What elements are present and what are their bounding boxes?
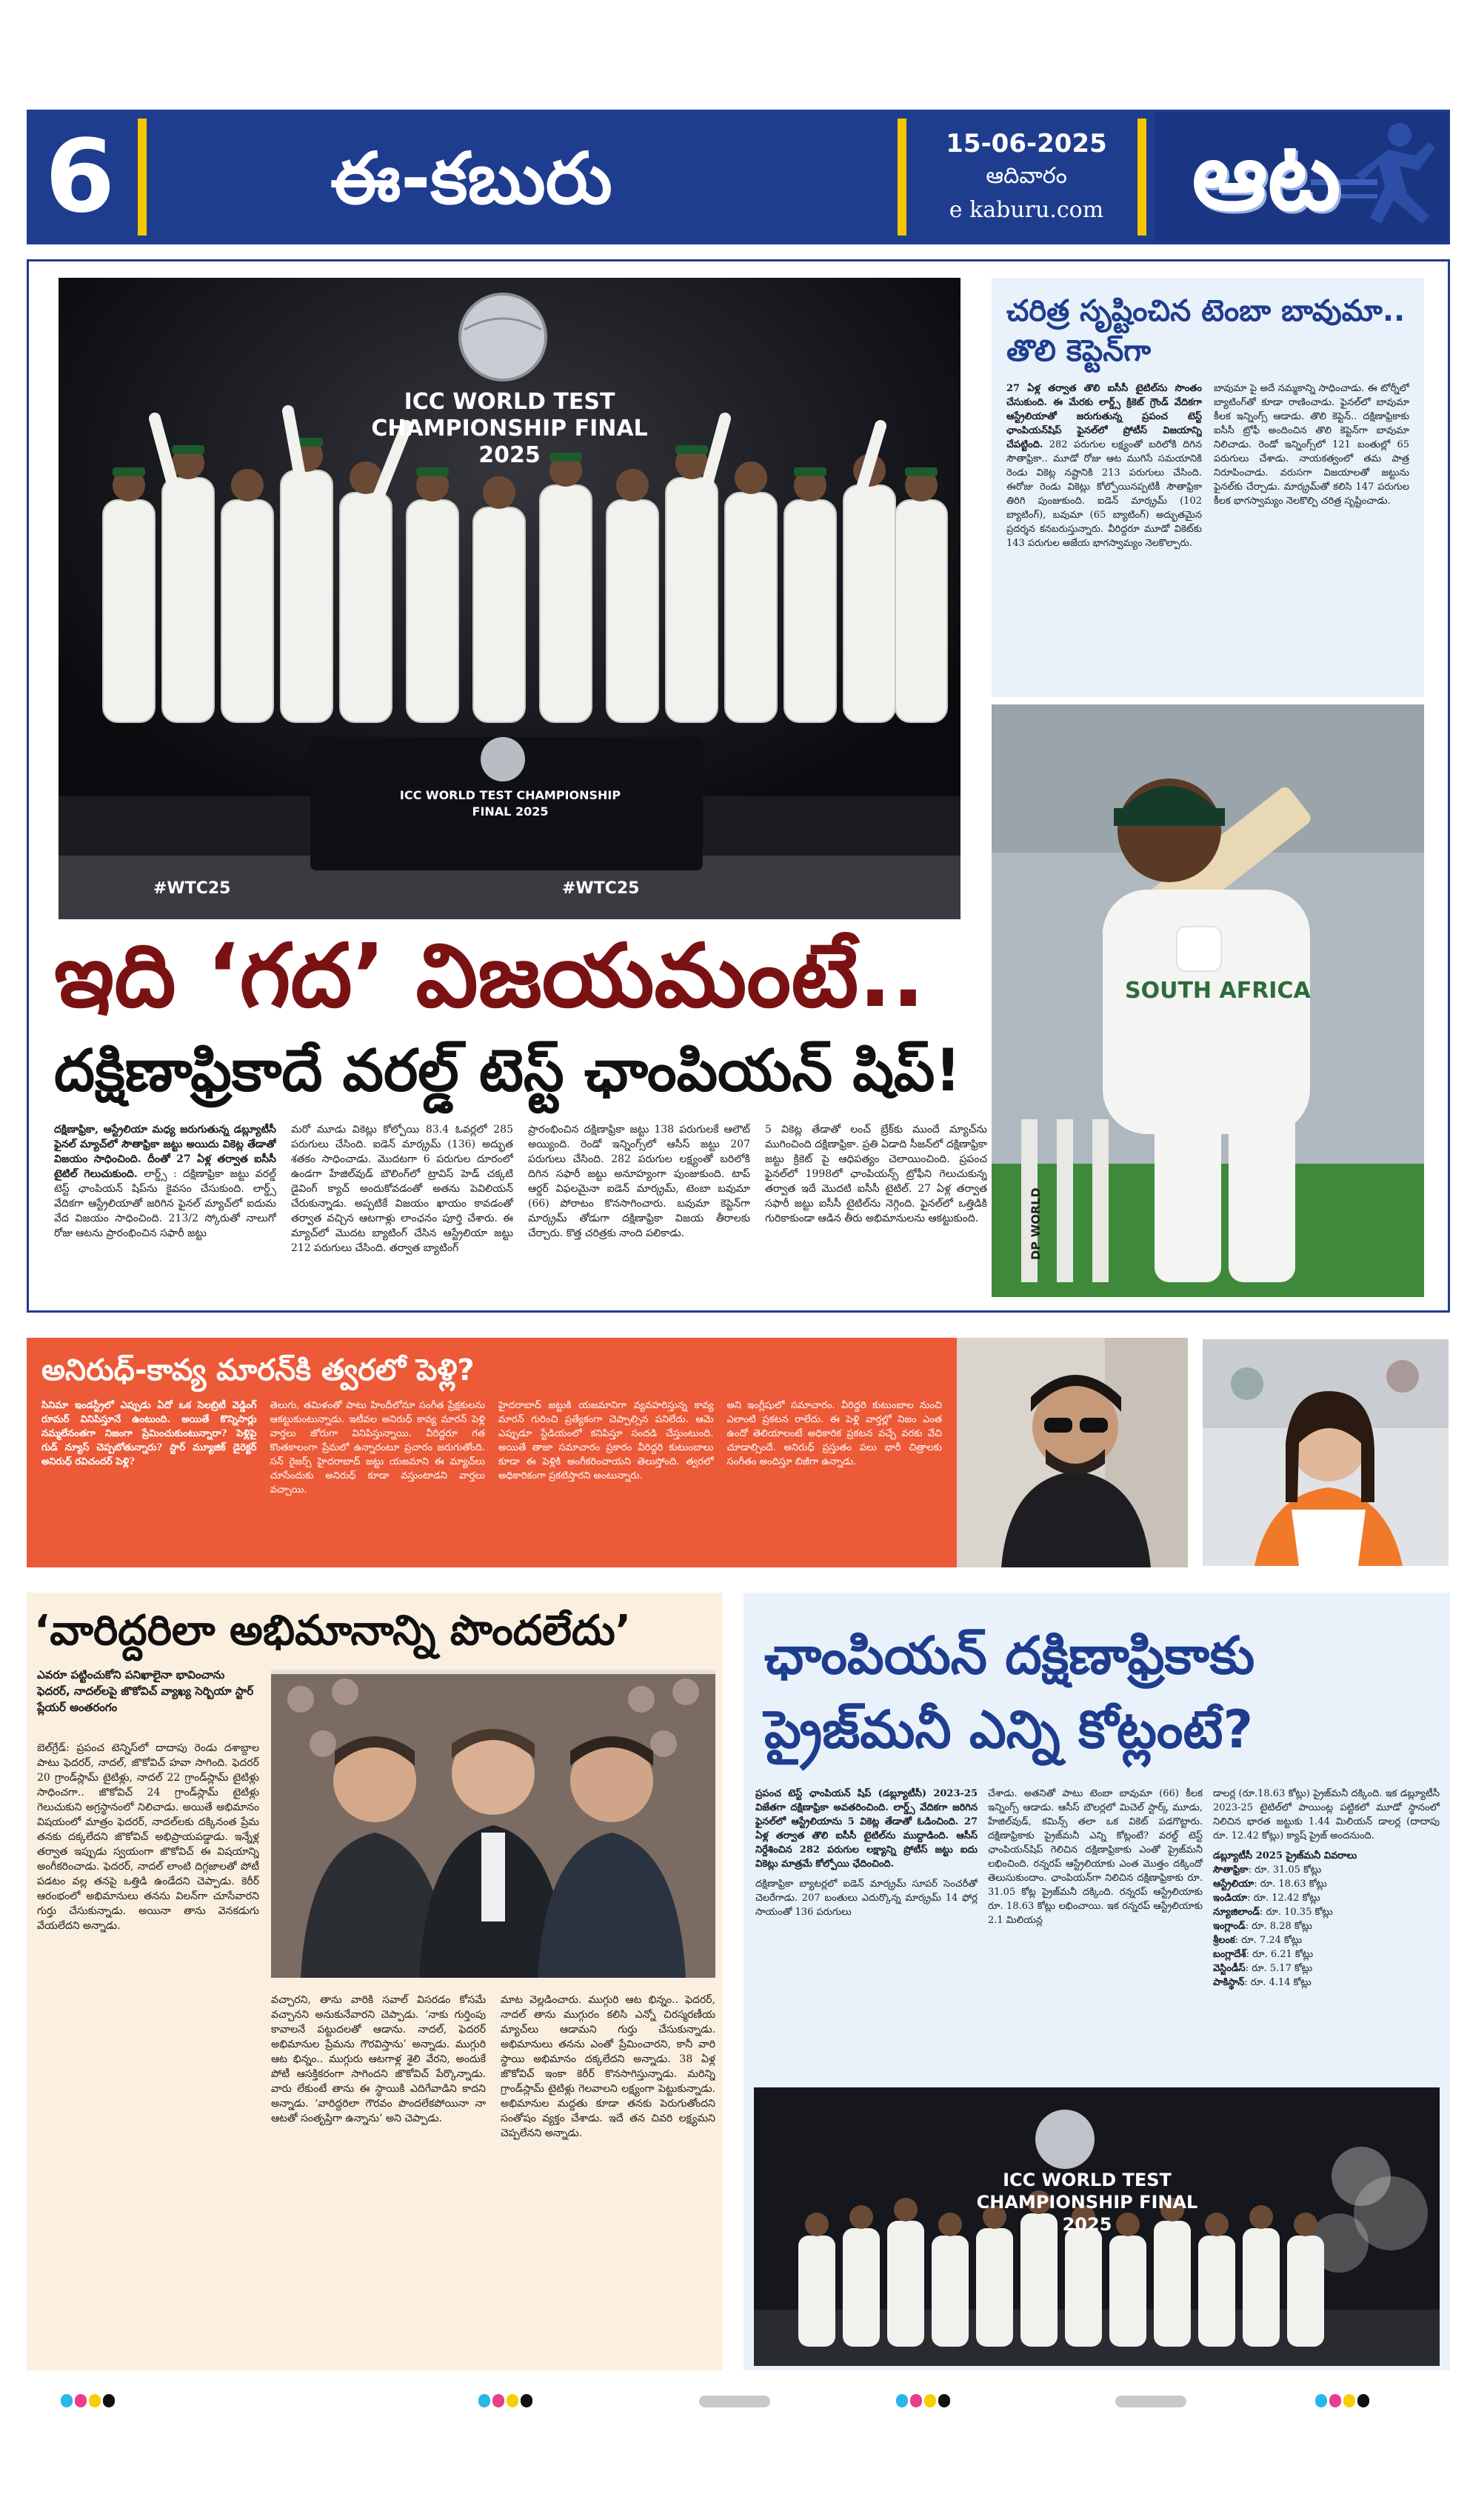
gossip-column [727,1399,943,1557]
color-registration-mark [896,2394,950,2407]
sidebar-column [1214,381,1409,685]
color-registration-mark [61,2394,115,2407]
page-number: 6 [44,119,116,236]
lead-column [528,1122,750,1300]
team-celebration-photo [754,2087,1440,2366]
anirudh-kavya-story [27,1338,957,1567]
color-registration-mark [1315,2394,1369,2407]
lead-intro: దక్షిణాఫ్రికా, ఆస్ట్రేలియా మధ్య జరుగుతున్న డబ్ల్యూటీసీ ఫైనల్ మ్యాచ్‌లో సౌతాఫ్రికా జట్టు అయిదు వికెట్ల తేడాతో విజయం సాధించింది. దీంతో 27 ఏళ్ల తర్వాత ఐసీసీ టైటిల్ గెలుచుకుంది. [54,1124,276,1180]
prize-amount: రూ. 31.05 కోట్లు [1254,1864,1322,1876]
gossip-text: హైదరాబాద్ జట్టుకి యజమానిగా వ్యవహరిస్తున్న కావ్య మారన్ గురించి ప్రత్యేకంగా చెప్పాల్సిన పనిలేదు. ఆమె ఎప్పుడూ స్టేడియంలో కనిపిస్తూ సందడి చేస్తుంటుంది. అయితే తాజా సమాచారం ప్రకారం వీరిద్దరి కుటుంబాలు కూడా ఈ పెళ్లికి అంగీకరించాయని తెలుస్తోంది. త్వరలో అధికారికంగా ప్రకటిస్తారని అంటున్నారు. [498,1400,714,1481]
prize-team: పాకిస్థాన్ [1213,1977,1245,1988]
prize-row: బంగ్లాదేశ్: రూ. 6.21 కోట్లు [1213,1949,1314,1960]
sidebar-text: బావుమా పై అదే నమ్మకాన్ని సాధించాడు. ఈ టోర్నీలో బ్యాటింగ్‌తో కూడా రాణించాడు. ఫైనల్‌లో బావుమా కీలక ఇన్నింగ్స్ ఆడాడు. తొలి కెప్టెన్.. దక్షిణాఫ్రికాకు ఐసీసీ ట్రోఫీ అందించిన తొలి కెప్టెన్‌గా బావుమా నిలిచాడు. రెండో ఇన్నింగ్స్‌లో 121 బంతుల్లో 65 పరుగులు చేశాడు. నాయకత్వంలో తమ పాత్ర నిరూపించాడు. వరుసగా విజయాలతో జట్టును ఫైనల్‌కు చేర్చాడు. మార్క్రమ్‌తో కలిసి 147 పరుగుల కీలక భాగస్వామ్యం నెలకొల్పి చరిత్ర సృష్టించాడు. [1214,383,1409,507]
lead-subheadline: దక్షిణాఫ్రికాదే వరల్డ్ టెస్ట్ ఛాంపియన్ షిప్! [54,1038,961,1104]
legends-illustration [271,1670,715,1978]
prize-row: ఇంగ్లాండ్: రూ. 8.28 కోట్లు [1213,1921,1313,1932]
gossip-column [41,1399,257,1557]
lead-text: ప్రారంభించిన దక్షిణాఫ్రికా జట్టు 138 పరుగులకే ఆలౌట్ అయ్యింది. రెండో ఇన్నింగ్స్‌లో ఆసీస్ జట్టు 207 పరుగులు చేసింది. 282 పరుగుల లక్ష్యంతో బరిలోకి దిగిన సఫారీ జట్టు అనూహ్యంగా పుంజుకుంది. టాప్ ఆర్డర్ విఫలమైనా ఐడెన్ మార్క్రమ్, టెంబా బవుమా (66) పోరాటం కొనసాగించారు. బవుమా కెప్టెన్‌గా మార్క్రమ్ తోడుగా దక్షిణాఫ్రికా విజయ తీరాలకు చేర్చారు. కొత్త చరిత్రకు నాంది పలికాడు. [528,1124,750,1239]
prize-team: ఇండియా [1213,1893,1248,1904]
prize-amount: రూ. 5.17 కోట్లు [1252,1963,1313,1974]
prize-team: బంగ్లాదేశ్ [1213,1949,1246,1960]
prize-row: న్యూజిలాండ్: రూ. 10.35 కోట్లు [1213,1907,1333,1918]
prize-row: వెస్టిండీస్: రూ. 5.17 కోట్లు [1213,1963,1313,1974]
trophy-celebration-photo [59,278,960,919]
lead-column [54,1122,276,1300]
prize-intro: ప్రపంచ టెస్ట్ ఛాంపియన్ షిప్ (డబ్ల్యూటీసీ) 2023-25 విజేతగా దక్షిణాఫ్రికా అవతరించింది. లార్డ్స్ వేదికగా జరిగిన ఫైనల్‌లో ఆస్ట్రేలియాను 5 వికెట్ల తేడాతో ఓడించింది. 27 ఏళ్ల తర్వాత తొలి ఐసీసీ టైటిల్‌ను ముద్దాడింది. ఆసీస్ నిర్దేశించిన 282 పరుగుల లక్ష్యాన్ని ప్రోటీస్ జట్టు ఐదు వికెట్లు మాత్రమే కోల్పోయి ఛేదించింది. [755,1788,978,1870]
djokovic-subhead: ఎవరూ పట్టించుకోని పనిఖాలైనా భావించాను ఫెదరర్, నాదల్‌లపై జొకోవిచ్ వ్యాఖ్య సెర్బియా స్టార్ ప్లేయర్ అంతరంగం [37,1668,254,1714]
sidebar-column [1006,381,1202,685]
prize-amount: రూ. 4.14 కోట్లు [1250,1977,1312,1988]
prize-money-story [744,1593,1450,2370]
prize-row: పాకిస్థాన్: రూ. 4.14 కోట్లు [1213,1977,1312,1988]
prize-text: చేశాడు. అతనితో పాటు టెంబా బావుమా (66) కీలక ఇన్నింగ్స్ ఆడాడు. ఆసీస్ బౌలర్లలో మిచెల్ స్టార్క్ మూడు, హేజిల్‌వుడ్, కమిన్స్ తలా ఒక వికెట్ పడగొట్టారు. దక్షిణాఫ్రికాకు ప్రైజ్‌మనీ ఎన్ని కోట్లంటే? వరల్డ్ టెస్ట్ ఛాంపియన్‌షిప్ గెలిచిన దక్షిణాఫ్రికాకు ఎంతో ప్రైజ్‌మనీ లభించింది. రన్నరప్‌ ఆస్ట్రేలియాకు ఎంత మొత్తం దక్కిందో తెలుసుకుందాం. ఛాంపియన్‌గా నిలిచిన దక్షిణాఫ్రికాకు రూ. 31.05 కోట్ల ప్రైజ్‌మనీ దక్కింది. రన్నరప్ ఆస్ట్రేలియాకు రూ. 18.63 కోట్లు లభించాయి. ఇక రన్నరప్ ఆస్ట్రేలియాకు 2.1 మిలియన్ల [988,1788,1203,1926]
jersey-text: SOUTH AFRICA [1125,978,1311,1004]
kavya-photo [1201,1338,1450,1567]
bavuma-batting-photo [992,704,1424,1297]
lead-headline: ఇది ‘గద’ విజయమంటే.. [54,924,925,1027]
prize-headline-line1: ఛాంపియన్ దక్షిణాఫ్రికాకు [764,1625,1255,1686]
tennis-legends-photo [271,1670,715,1978]
grey-registration-bar [1115,2396,1186,2407]
prize-team: ఇంగ్లాండ్ [1213,1921,1246,1932]
lead-section [27,259,1450,1313]
prize-list [1213,1863,1440,1990]
prize-team: వెస్టిండీస్ [1213,1963,1246,1974]
sidebar-intro: 27 ఏళ్ల తర్వాత తొలి ఐసీసీ టైటిల్‌ను సొంతం చేసుకుంది. ఈ మేరకు లార్డ్స్ క్రికెట్ గ్రౌండ్ వేదికగా ఆస్ట్రేలియాతో జరుగుతున్న ప్రపంచ టెస్ట్ ఛాంపియన్‌షిప్ ఫైనల్‌లో ప్రోటీస్ విజయాన్ని చేపట్టింది. [1006,383,1202,450]
prize-text: డాలర్ల (రూ.18.63 కోట్లు) ప్రైజ్‌మనీ దక్కింది. ఇక డబ్ల్యూటీసీ 2023-25 టైటిల్‌లో పాయింట్ల పట్టికలో మూడో స్థానంలో నిలిచిన భారత జట్టుకు 1.44 మిలియన్ డాలర్ల (దాదాపు రూ. 12.42 కోట్లు) క్యాష్ ప్రైజ్ అందనుంది. [1213,1788,1440,1841]
sidebar-text: 282 పరుగుల లక్ష్యంతో బరిలోకి దిగిన సౌతాఫ్రికా.. మూడో రోజు ఆట ముగిసే సమయానికి రెండు వికెట్ల నష్టానికి 213 పరుగులు చేసింది. ఈరోజు రెండు వికెట్లు కోల్పోయినప్పటికీ సౌతాఫ్రికా తిరిగి పుంజుకుంది. ఐడెన్ మార్క్రమ్ (102 బ్యాటింగ్), బవుమా (65 బ్యాటింగ్) అద్భుతమైన ప్రదర్శన కనబరుస్తున్నారు. వీరిద్దరూ మూడో వికెట్‌కు 143 పరుగుల అజేయ భాగస్వామ్యం నెలకొల్పారు. [1006,439,1202,549]
masthead-divider [138,119,147,236]
prize-table-title: డబ్ల్యూటీసీ 2025 ప్రైజ్‌మనీ వివరాలు [1213,1850,1357,1861]
prize-row: సౌతాఫ్రికా: రూ. 31.05 కోట్లు [1213,1864,1322,1876]
man-portrait [957,1338,1188,1567]
anirudh-photo [957,1338,1188,1567]
grey-registration-bar [699,2396,770,2407]
site-url[interactable]: e kaburu.com [949,197,1104,223]
prize-row: ఆస్ట్రేలియా: రూ. 18.63 కోట్లు [1213,1879,1327,1890]
djokovic-headline: ‘వారిద్దరిలా అభిమానాన్ని పొందలేదు’ [34,1607,632,1655]
lead-text: 5 వికెట్ల తేడాతో లంచ్ బ్రేక్‌కు ముందే మ్యాచ్‌ను ముగించింది దక్షిణాఫ్రికా. ప్రతి ఏడాది సీజన్‌లో దక్షిణాఫ్రికా జట్టు క్రికెట్ పై ఆధిపత్యం చెలాయించింది. ప్రపంచ ఫైనల్‌లో 1998లో ఛాంపియన్స్ ట్రోఫీని గెలుచుకున్న తర్వాత ఇదే మొదటి ఐసీసీ టైటిల్. 27 ఏళ్ల తర్వాత సఫారీ జట్టు ఐసీసీ టైటిల్‌ను నెగ్గింది. ఫైనల్‌లో ఒత్తిడికి గురికాకుండా ఆడిన తీరు అభిమానులను ఆకట్టుకుంది. [765,1124,987,1224]
celebration-illustration [59,278,960,919]
bavuma-sidebar [992,278,1424,697]
lead-text: లార్డ్స్ : దక్షిణాఫ్రికా జట్టు వరల్డ్ టెస్ట్ ఛాంపియన్ షిప్‌ను కైవసం చేసుకుంది. లార్డ్స్ వేదికగా ఆస్ట్రేలియాతో జరిగిన ఫైనల్ మ్యాచ్‌లో ఐదుమ వేద విజయం సాధించింది. 213/2 స్కోరుతో నాలుగో రోజు ఆటను ప్రారంభించిన సఫారీ జట్టు [54,1168,276,1239]
lead-column [291,1122,513,1300]
sidebar-body [1006,381,1409,685]
djokovic-column: వచ్చారని, తాను వారికి సవాల్ విసరడం కోసమే వచ్చానని అనుకునేవారని చెప్పాడు. ‘నాకు గుర్తింపు కావాలనే పట్టుదలతో ఆడాను. నాదల్, ఫెదరర్ అభిమానుల ప్రేమను గౌరవిస్తాను’ అన్నాడు. ముగ్గురి ఆట భిన్నం.. ముగ్గురు ఆటగాళ్ల శైలి వేరని, అందుకే పోటీ ఆసక్తికరంగా సాగిందని జొకోవిచ్ పేర్కొన్నాడు. వారు లేకుంటే తాను ఈ స్థాయికి ఎదిగేవాడిని కాదని అన్నాడు. ‘వారిద్దరిలా గౌరవం పొందలేకపోయినా నా ఆటతో సంతృప్తిగా ఉన్నాను’ అని చెప్పాడు. [271,1994,486,2124]
stump-sponsor: DP WORLD [1029,1187,1043,1260]
hashtag-right: #WTC25 [562,879,640,898]
podium-text: ICC WORLD TEST CHAMPIONSHIP FINAL 2025 [399,788,621,819]
prize-amount: రూ. 10.35 కోట్లు [1266,1907,1333,1918]
djokovic-column: మాట వెల్లడించారు. ముగ్గురి ఆట భిన్నం.. ఫెదరర్, నాదల్ తాను ముగ్గురం కలిసి ఎన్నో చిరస్మరణీయ మ్యాచ్‌లు ఆడామని గుర్తు చేసుకున్నాడు. అభిమానులు తనను ఎంతో ప్రేమించారని, కానీ వారి స్థాయి అభిమానం దక్కలేదని అన్నాడు. 38 ఏళ్ల జొకోవిచ్ ఇంకా కెరీర్ కొనసాగిస్తున్నాడు. మరిన్ని గ్రాండ్‌స్లామ్ టైటిళ్లు గెలవాలని లక్ష్యంగా పెట్టుకున్నాడు. అభిమానుల మద్దతు కూడా తనకు పెరుగుతోందని సంతోషం వ్యక్తం చేశాడు. ఇదే తన చివరి లక్ష్యమని చెప్పలేనని అన్నాడు. [501,1994,715,2139]
prize-amount: రూ. 6.21 కోట్లు [1252,1949,1314,1960]
prize-amount: రూ. 7.24 కోట్లు [1241,1935,1303,1946]
prize-team: ఆస్ట్రేలియా [1213,1879,1254,1890]
gossip-intro: సినిమా ఇండస్ట్రీలో ఎప్పుడు ఏదో ఒక సెలబ్రిటీ వెడ్డింగ్ రూమర్ వినిపిస్తూనే ఉంటుంది. అయితే కొన్నిసార్లు నమ్మలేనంతగా నిజంగా ప్రేమించుకుంటున్నారా? పెళ్లిపై గుడ్ న్యూస్ చెప్పబోతున్నారు? స్టార్ మ్యూజిక్ డైరెక్టర్ అనిరుధ్ రవిచందర్ పెళ్లి? [41,1400,257,1467]
lead-column [765,1122,987,1300]
gossip-column [270,1399,486,1557]
prize-row: ఇండియా: రూ. 12.42 కోట్లు [1213,1893,1320,1904]
prize-team: శ్రీలంక [1213,1935,1235,1946]
prize-amount: రూ. 18.63 కోట్లు [1260,1879,1327,1890]
prize-team: న్యూజిలాండ్ [1213,1907,1260,1918]
gossip-headline: అనిరుధ్-కావ్య మారన్‌కి త్వరలో పెళ్లి? [41,1353,475,1387]
brand-name: ఈ-కబురు [330,137,612,220]
masthead [27,110,1450,244]
prize-text: దక్షిణాఫ్రికా బ్యాటర్లలో ఐడెన్ మార్క్రమ్ సూపర్ సెంచరీతో చెలరేగాడు. 207 బంతులు ఎదుర్కొన్న మార్క్రమ్ 14 ఫోర్ల సాయంతో 136 పరుగులు [755,1879,978,1918]
section-logo [1155,113,1449,241]
gossip-column [498,1399,714,1557]
section-logo-text: ఆట [1192,121,1341,232]
woman-portrait [1203,1339,1449,1566]
prize-amount: రూ. 8.28 కోట్లు [1252,1921,1313,1932]
issue-day: ఆదివారం [986,163,1067,189]
dateline [923,127,1130,228]
issue-date: 15-06-2025 [946,129,1107,159]
prize-headline-line2: ప్రైజ్‌మనీ ఎన్ని కోట్లంటే? [764,1699,1254,1760]
prize-column [988,1787,1203,2098]
djokovic-story [27,1593,723,2370]
photo-backdrop-text: ICC WORLD TEST CHAMPIONSHIP FINAL 2025 [976,2170,1198,2235]
backdrop-text: ICC WORLD TEST CHAMPIONSHIP FINAL 2025 [371,389,648,468]
gossip-text: తెలుగు, తమిళంతో పాటు హిందీలోనూ సంగీత ప్రేక్షకులను ఆకట్టుకుంటున్నాడు. ఇటీవల అనిరుధ్ కావ్య మారన్ పెళ్లి వార్తలు జోరుగా వినిపిస్తున్నాయి. వీరిద్దరూ గత కొంతకాలంగా ప్రేమలో ఉన్నారంటూ ప్రచారం జరుగుతోంది. సన్ రైజర్స్ హైదరాబాద్ జట్టు యజమాని ఈ మ్యాచ్‌లు చూసేందుకు అనిరుధ్ కూడా వస్తుంటాడని వార్తలు వచ్చాయి. [270,1400,485,1496]
hashtag-left: #WTC25 [153,879,231,898]
color-registration-mark [478,2394,532,2407]
sidebar-headline: చరిత్ర సృష్టించిన టెంబా బావుమా.. తొలి కెప్టెన్‌గా [1006,294,1406,368]
prize-amount: రూ. 12.42 కోట్లు [1253,1893,1320,1904]
djokovic-column: బెల్‌గ్రేడ్: ప్రపంచ టెన్నిస్‌లో దాదాపు రెండు దశాబ్దాల పాటు ఫెదరర్, నాదల్, జొకోవిచ్ హవా సాగింది. ఫెదరర్ 20 గ్రాండ్‌స్లామ్ టైటిళ్లు, నాదల్ 22 గ్రాండ్‌స్లామ్ టైటిళ్లు సాధించగా.. జొకోవిచ్ 24 గ్రాండ్‌స్లామ్ టైటిళ్లు గెలుచుకుని అగ్రస్థానంలో నిలిచాడు. అయితే అభిమానం విషయంలో మాత్రం ఫెదరర్, నాదల్‌లకు దక్కినంత ప్రేమ తనకు దక్కలేదని జొకోవిచ్ అభిప్రాయపడ్డాడు. ఇన్నేళ్ల తర్వాత ఇప్పుడు స్వయంగా జొకోవిచ్ ఈ విషయాన్ని అంగీకరించాడు. ఫెదరర్, నాదల్ లాంటి దిగ్గజాలతో పోటీ పడటం వల్ల తనపై ఒత్తిడి ఉండేదని చెప్పాడు. కెరీర్ ఆరంభంలో అభిమానులు తనను విలన్‌గా చూసేవారని గుర్తు చేసుకున్నాడు. అయినా తాను వెనకడుగు వేయలేదని అన్నాడు. [37,1742,259,1932]
gossip-text: అని ఇంగ్లీషులో సమాచారం. వీరిద్దరి కుటుంబాల నుంచి ఎలాంటి ప్రకటన రాలేదు. ఈ పెళ్లి వార్తల్లో నిజం ఎంత ఉందో తెలియాలంటే అధికారిక ప్రకటన వచ్చే వరకు వేచి చూడాల్సిందే. అనిరుధ్ ప్రస్తుతం పలు భారీ చిత్రాలకు సంగీతం అందిస్తూ బిజీగా ఉన్నాడు. [726,1400,942,1467]
masthead-divider [1137,119,1146,236]
lead-text: మరో మూడు వికెట్లు కోల్పోయి 83.4 ఓవర్లలో 285 పరుగులు చేసింది. ఐడెన్ మార్క్రమ్ (136) అద్భుత శతకం సాధించాడు. మొదటగా 6 పరుగుల దూరంలో ఉండగా హేజిల్‌వుడ్ బౌలింగ్‌లో ట్రావిస్ హెడ్ చక్కటి డైవింగ్ క్యాచ్ అందుకోవడంతో అతను పెవిలియన్ చేరుకున్నాడు. అప్పటికే విజయం ఖాయం కావడంతో తర్వాత వచ్చిన ఆటగాళ్లు లాంఛనం పూర్తి చేశారు. ఈ మ్యాచ్‌లో మొదట బ్యాటింగ్ చేసిన ఆస్ట్రేలియా జట్టు 212 పరుగులు చేసింది. తర్వాత బ్యాటింగ్ [291,1124,513,1254]
prize-team: సౌతాఫ్రికా [1213,1864,1249,1876]
lead-body [54,1122,987,1300]
gossip-body [41,1399,942,1557]
masthead-divider [898,119,906,236]
prize-row: శ్రీలంక: రూ. 7.24 కోట్లు [1213,1935,1303,1946]
prize-column [755,1787,978,2098]
prize-column [1213,1787,1440,2098]
